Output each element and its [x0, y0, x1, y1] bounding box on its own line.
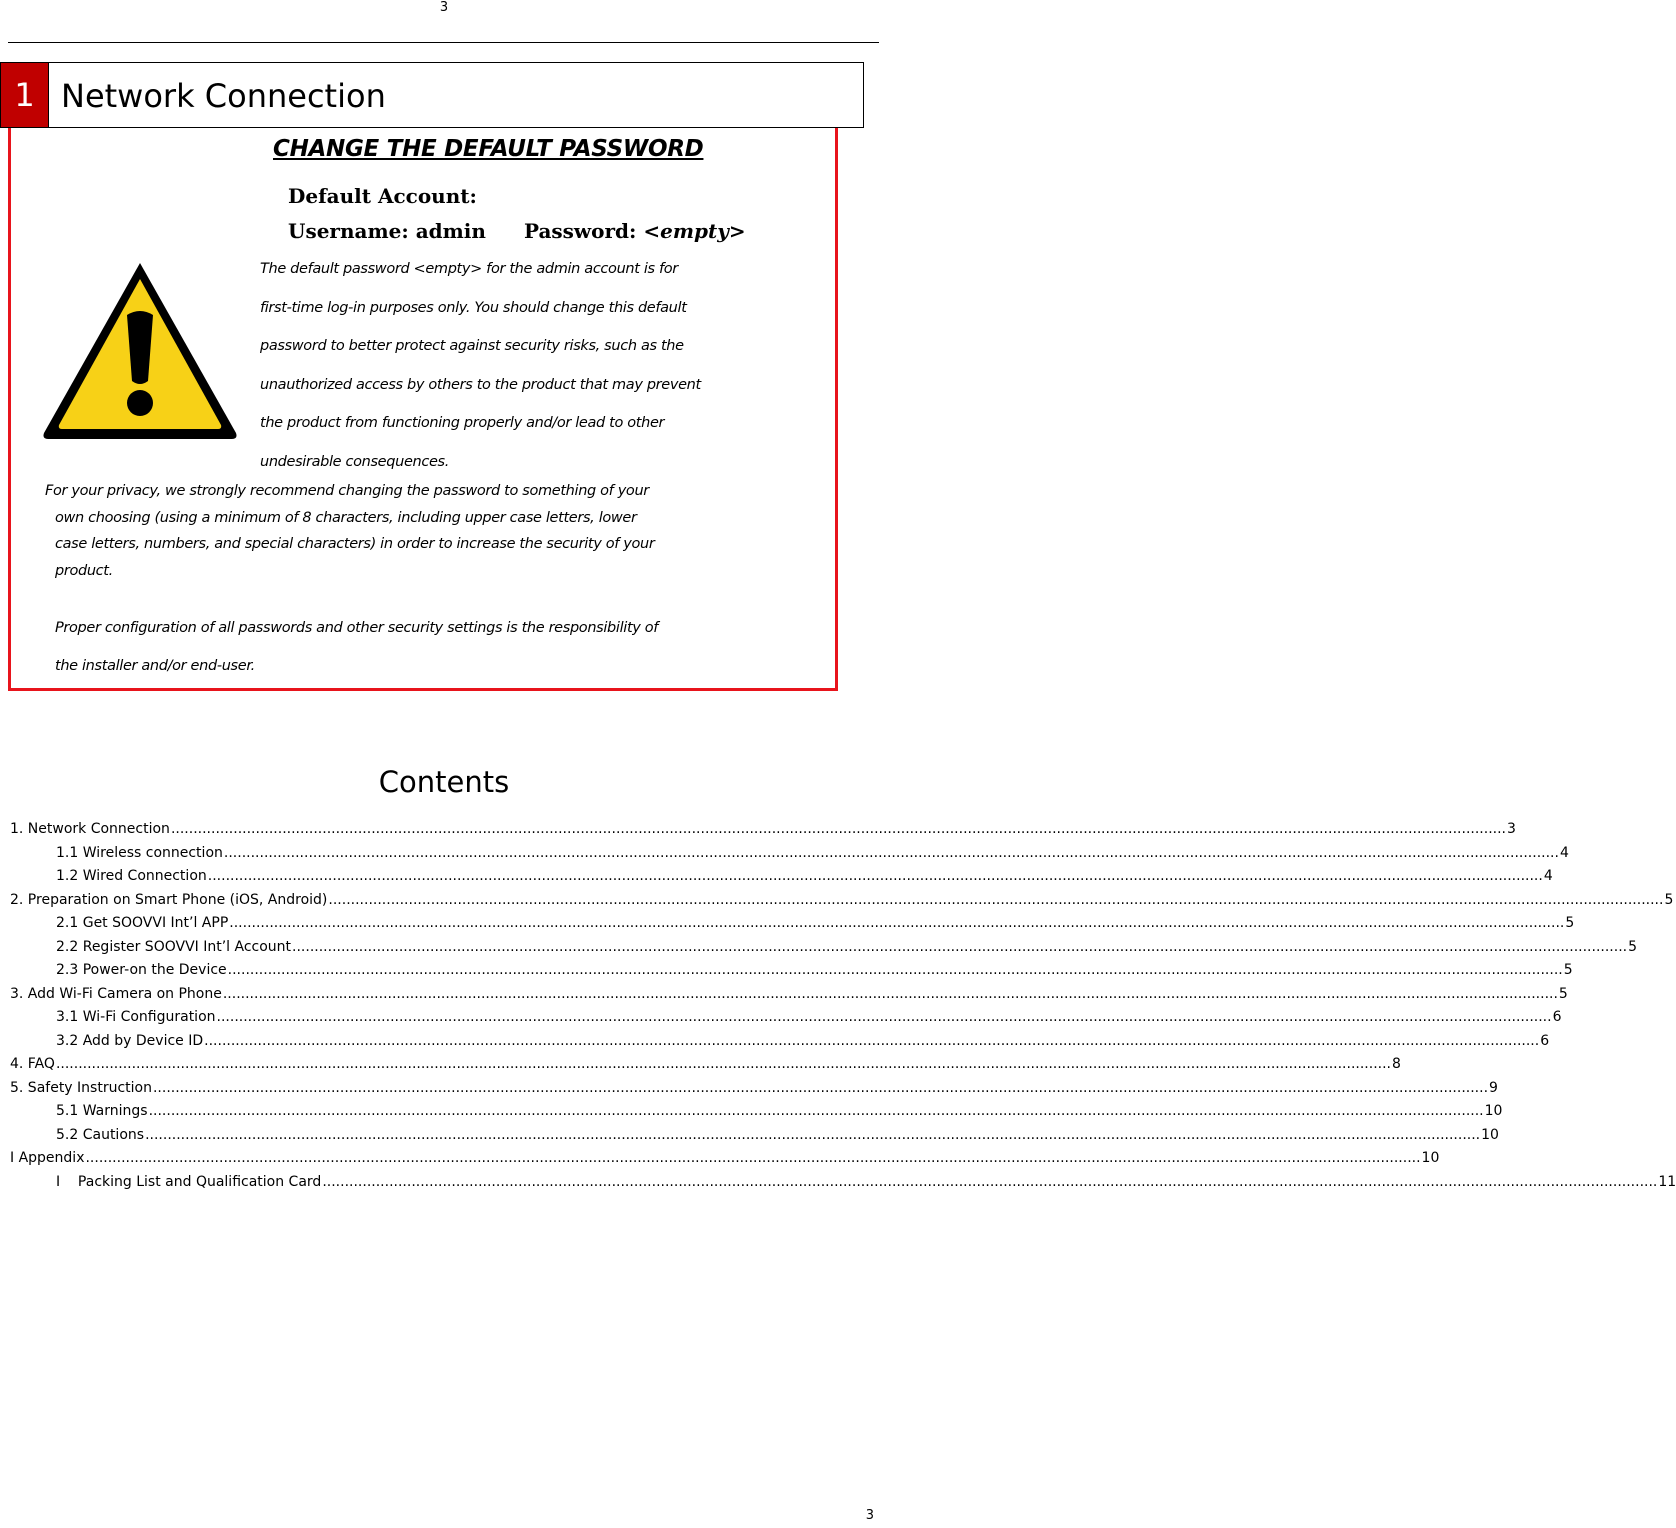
warning-description-line: first-time log-in purposes only. You should change this default	[260, 299, 687, 316]
toc-entry-page: 3	[1507, 821, 1516, 837]
header-rule	[8, 42, 879, 43]
toc-entry-label: 4. FAQ	[10, 1056, 55, 1072]
chapter-number-badge: 1	[1, 63, 48, 127]
warning-triangle-icon	[38, 253, 242, 443]
chapter-title: Network Connection	[48, 63, 386, 127]
toc-entry[interactable]: 1.1 Wireless connection ............................................................................................................................................................................................................................................................................................................ 4	[10, 842, 878, 866]
warning-description-line: the product from functioning properly and/or lead to other	[260, 415, 665, 431]
toc-entry-page: 8	[1392, 1056, 1401, 1072]
password-label: Password:	[523, 219, 644, 243]
toc-entry-label: 5. Safety Instruction	[10, 1079, 152, 1096]
responsibility-line: the installer and/or end-user.	[55, 658, 255, 674]
toc-entry-page: 10	[1484, 1103, 1503, 1119]
toc-entry[interactable]: 3. Add Wi-Fi Camera on Phone ............................................................................................................................................................................................................................................................................................................ 5	[10, 983, 878, 1007]
toc-entry-page: 9	[1489, 1079, 1498, 1096]
toc-entry-label: 2.3 Power-on the Device	[56, 962, 227, 978]
contents-title: Contents	[378, 765, 510, 799]
toc-entry-page: 4	[1543, 868, 1553, 884]
toc-entry-page: 4	[1559, 844, 1569, 861]
default-account-label: Default Account:	[288, 184, 477, 208]
warning-description-line: unauthorized access by others to the product that may prevent	[260, 376, 701, 393]
privacy-line: For your privacy, we strongly recommend changing the password to something of your	[45, 483, 649, 499]
toc-entry-page: 5	[1558, 985, 1568, 1002]
toc-entry[interactable]: 3.2 Add by Device ID ............................................................................................................................................................................................................................................................................................................ 6	[10, 1030, 878, 1054]
toc-entry[interactable]: 2.1 Get SOOVVI Int’l APP ............................................................................................................................................................................................................................................................................................................ 5	[10, 912, 878, 936]
toc-entry-label: 2. Preparation on Smart Phone (iOS, Android)	[10, 891, 328, 908]
page-number-top: 3	[439, 0, 449, 15]
warning-description-line: undesirable consequences.	[260, 453, 450, 470]
toc-entry-page: 5	[1628, 938, 1638, 955]
responsibility-paragraph	[55, 609, 845, 685]
toc-entry[interactable]: 2. Preparation on Smart Phone (iOS, Android) ............................................................................................................................................................................................................................................................................................................ 5	[10, 889, 878, 913]
table-of-contents	[10, 818, 1676, 1194]
toc-entry-page: 10	[1421, 1150, 1440, 1166]
toc-entry-label: I Packing List and Qualification Card	[56, 1173, 322, 1190]
warning-description	[260, 250, 840, 481]
toc-entry-page: 6	[1552, 1009, 1562, 1025]
toc-entry-label: 5.1 Warnings	[56, 1103, 148, 1119]
toc-entry-page: 6	[1540, 1032, 1550, 1049]
toc-entry[interactable]: 1. Network Connection ............................................................................................................................................................................................................................................................................................................ 3	[10, 818, 878, 842]
toc-entry[interactable]: 5.1 Warnings ............................................................................................................................................................................................................................................................................................................ 10	[10, 1100, 878, 1124]
toc-entry-label: 3.2 Add by Device ID	[56, 1032, 204, 1049]
toc-entry[interactable]: 2.3 Power-on the Device ............................................................................................................................................................................................................................................................................................................ 5	[10, 959, 878, 983]
toc-entry[interactable]: 3.1 Wi-Fi Configuration ............................................................................................................................................................................................................................................................................................................ 6	[10, 1006, 878, 1030]
toc-entry-label: 1. Network Connection	[10, 821, 170, 837]
toc-entry-label: 1.2 Wired Connection	[56, 868, 207, 884]
privacy-paragraph	[45, 478, 845, 585]
toc-entry-page: 10	[1481, 1126, 1499, 1143]
toc-entry-page: 11	[1658, 1173, 1676, 1190]
password-value: <empty>	[643, 219, 746, 243]
toc-entry[interactable]: 5.2 Cautions ............................................................................................................................................................................................................................................................................................................ 10	[10, 1124, 878, 1148]
toc-entry-label: 2.1 Get SOOVVI Int’l APP	[56, 915, 229, 931]
username-label: Username: admin	[288, 219, 486, 243]
toc-entry[interactable]: 4. FAQ ............................................................................................................................................................................................................................................................................................................ 8	[10, 1053, 878, 1077]
responsibility-line: Proper configuration of all passwords and other security settings is the responsibility of	[55, 620, 659, 636]
privacy-line: product.	[55, 563, 113, 580]
chapter-header	[0, 62, 864, 128]
page-number-bottom: 3	[865, 1508, 874, 1523]
toc-entry[interactable]: I Packing List and Qualification Card ............................................................................................................................................................................................................................................................................................................ 11	[10, 1171, 878, 1195]
toc-entry-label: I Appendix	[10, 1150, 85, 1166]
toc-entry[interactable]: 2.2 Register SOOVVI Int’l Account ............................................................................................................................................................................................................................................................................................................ 5	[10, 936, 878, 960]
toc-entry[interactable]: 5. Safety Instruction ............................................................................................................................................................................................................................................................................................................ 9	[10, 1077, 878, 1101]
toc-entry-label: 5.2 Cautions	[56, 1126, 145, 1143]
credentials-line	[288, 217, 746, 245]
privacy-line: own choosing (using a minimum of 8 characters, including upper case letters, lower	[55, 509, 637, 526]
toc-entry-page: 5	[1565, 915, 1575, 931]
toc-entry-label: 2.2 Register SOOVVI Int’l Account	[56, 938, 292, 955]
toc-entry-label: 3. Add Wi-Fi Camera on Phone	[10, 985, 222, 1002]
warning-heading: CHANGE THE DEFAULT PASSWORD	[273, 136, 704, 162]
toc-entry-label: 1.1 Wireless connection	[56, 844, 223, 861]
privacy-line: case letters, numbers, and special characters) in order to increase the security of your	[55, 536, 655, 553]
toc-entry[interactable]: 1.2 Wired Connection ............................................................................................................................................................................................................................................................................................................ 4	[10, 865, 878, 889]
warning-description-line: password to better protect against security risks, such as the	[260, 338, 684, 354]
warning-description-line: The default password <empty> for the admin account is for	[260, 261, 678, 277]
toc-entry[interactable]: I Appendix ............................................................................................................................................................................................................................................................................................................ 10	[10, 1147, 878, 1171]
toc-entry-label: 3.1 Wi-Fi Configuration	[56, 1009, 216, 1025]
toc-entry-page: 5	[1664, 891, 1674, 908]
toc-entry-page: 5	[1563, 962, 1573, 978]
